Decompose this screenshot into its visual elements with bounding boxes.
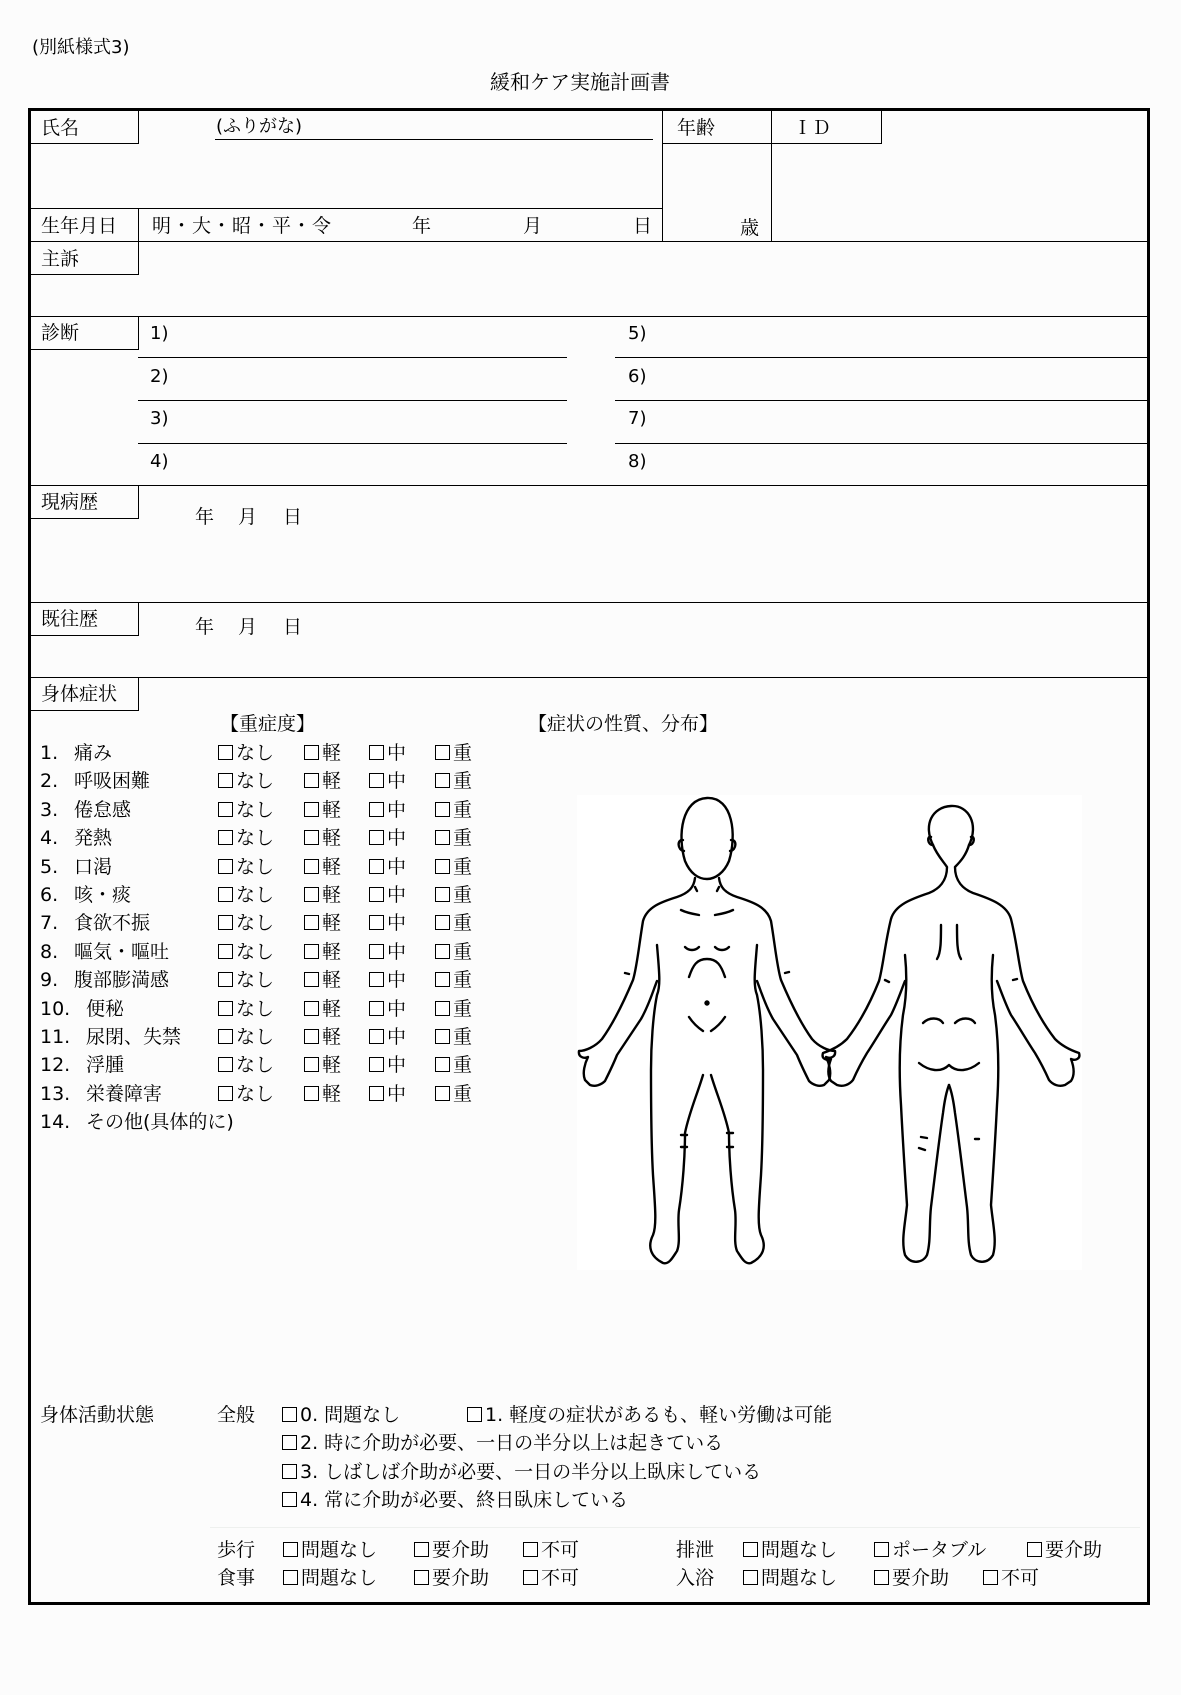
severity-option[interactable]: 重 [435,884,472,906]
eating-option[interactable]: 問題なし [283,1567,377,1589]
severity-option[interactable]: なし [218,912,274,934]
symptom-name: 栄養障害 [86,1082,163,1105]
checkbox[interactable] [369,830,384,845]
severity-option[interactable]: なし [218,856,274,878]
severity-option[interactable]: 中 [369,941,406,963]
symptom-name: その他(具体的に) [86,1111,234,1133]
body-back-icon [823,806,1080,1262]
symptom-num: 12. [40,1054,71,1077]
symptom-name: 呼吸困難 [74,770,151,793]
severity-option[interactable]: 重 [435,856,472,878]
symptom-name: 浮腫 [86,1054,125,1077]
divider [28,677,1148,678]
severity-option[interactable]: 軽 [304,912,341,934]
diagnosis-item-num: 4) [150,451,169,472]
furigana-label: (ふりがな) [216,116,303,137]
checkbox[interactable] [369,887,384,902]
checkbox[interactable] [304,915,319,930]
bathing-option[interactable]: 要介助 [874,1567,949,1589]
divider [210,1527,1140,1528]
checkbox[interactable] [435,915,450,930]
severity-option[interactable]: なし [218,742,274,764]
severity-option[interactable]: なし [218,1054,274,1076]
diagnosis-item-num: 2) [150,366,169,387]
body-diagram[interactable] [577,795,1082,1270]
severity-option[interactable]: 軽 [304,770,341,792]
checkbox[interactable] [283,1542,298,1557]
severity-option[interactable]: 重 [435,998,472,1020]
id-field[interactable] [773,145,1143,239]
checkbox[interactable] [369,1001,384,1016]
chief-complaint-label: 主訴 [41,248,80,270]
excretion-option[interactable]: 要介助 [1027,1539,1102,1561]
diagnosis-item-num: 1) [150,323,169,344]
diagnosis-line [138,400,567,401]
checkbox[interactable] [435,944,450,959]
severity-option[interactable]: 中 [369,1054,406,1076]
divider [28,485,1148,486]
diagnosis-field-6[interactable] [655,362,1140,396]
symptom-num: 7. [40,912,59,935]
symptom-name: 嘔気・嘔吐 [74,940,170,963]
checkbox[interactable] [435,1029,450,1044]
past-history-year: 年 [195,616,215,638]
checkbox[interactable] [283,1570,298,1585]
symptom-name: 痛み [74,742,113,764]
severity-option[interactable]: 軽 [304,1054,341,1076]
general-option-4[interactable]: 4. 常に介助が必要、終日臥床している [282,1489,628,1511]
bathing-label: 入浴 [676,1567,715,1589]
symptom-name: 咳・痰 [74,884,132,906]
severity-option[interactable]: 軽 [304,969,341,991]
severity-option[interactable]: 重 [435,1054,472,1076]
severity-option[interactable]: 軽 [304,1083,341,1105]
other-symptoms-field[interactable] [40,1140,540,1380]
divider [28,208,663,209]
severity-option[interactable]: 軽 [304,884,341,906]
diagnosis-line [615,443,1148,444]
checkbox[interactable] [435,1057,450,1072]
checkbox[interactable] [282,1492,297,1507]
checkbox[interactable] [369,1086,384,1101]
checkbox[interactable] [218,915,233,930]
severity-option[interactable]: 中 [369,912,406,934]
severity-option[interactable]: 中 [369,884,406,906]
symptom-num: 5. [40,855,59,878]
severity-option[interactable]: 重 [435,1026,472,1048]
severity-option[interactable]: 重 [435,770,472,792]
dob-day-unit: 日 [633,215,653,237]
checkbox[interactable] [218,887,233,902]
bathing-option[interactable]: 不可 [983,1567,1039,1589]
checkbox[interactable] [304,859,319,874]
severity-option[interactable]: 重 [435,969,472,991]
checkbox[interactable] [414,1542,429,1557]
checkbox[interactable] [218,859,233,874]
divider [28,241,1148,242]
general-option-2[interactable]: 2. 時に介助が必要、一日の半分以上は起きている [282,1432,723,1454]
diagnosis-line [138,357,567,358]
severity-option[interactable]: なし [218,799,274,821]
checkbox[interactable] [218,802,233,817]
divider [771,108,772,241]
checkbox[interactable] [282,1407,297,1422]
symptom-name: 倦怠感 [74,798,132,821]
symptom-num: 6. [40,884,59,906]
severity-option[interactable]: なし [218,770,274,792]
diagnosis-item-num: 7) [628,408,647,429]
checkbox[interactable] [369,1057,384,1072]
diagnosis-line [138,443,567,444]
severity-option[interactable]: 重 [435,1083,472,1105]
symptom-name: 口渇 [74,855,113,878]
checkbox[interactable] [1027,1542,1042,1557]
severity-option[interactable]: 重 [435,912,472,934]
eating-label: 食事 [217,1567,256,1589]
severity-option[interactable]: 重 [435,799,472,821]
checkbox[interactable] [435,745,450,760]
checkbox[interactable] [304,1029,319,1044]
name-field[interactable] [140,145,660,207]
diagnosis-field-4[interactable] [175,447,560,481]
checkbox[interactable] [218,944,233,959]
past-history-month: 月 [238,616,258,638]
checkbox[interactable] [414,1570,429,1585]
checkbox[interactable] [435,859,450,874]
body-front-back-icon [577,795,1082,1270]
severity-option[interactable]: 中 [369,969,406,991]
severity-option[interactable]: なし [218,1026,274,1048]
severity-option[interactable]: なし [218,884,274,906]
checkbox[interactable] [369,944,384,959]
checkbox[interactable] [304,745,319,760]
symptom-num: 13. [40,1082,71,1105]
checkbox[interactable] [435,1001,450,1016]
checkbox[interactable] [369,972,384,987]
checkbox[interactable] [435,1086,450,1101]
severity-option[interactable]: 中 [369,827,406,849]
checkbox[interactable] [304,1057,319,1072]
checkbox[interactable] [282,1435,297,1450]
severity-option[interactable]: 重 [435,827,472,849]
checkbox[interactable] [435,773,450,788]
checkbox[interactable] [218,745,233,760]
walking-option[interactable]: 要介助 [414,1539,489,1561]
checkbox[interactable] [523,1542,538,1557]
present-illness-field[interactable] [140,535,1140,597]
present-illness-month: 月 [238,506,258,528]
checkbox[interactable] [304,887,319,902]
severity-option[interactable]: 軽 [304,1026,341,1048]
symptom-num: 3. [40,798,59,821]
diagnosis-field-7[interactable] [655,405,1140,439]
eating-option[interactable]: 要介助 [414,1567,489,1589]
general-option-1[interactable]: 1. 軽度の症状があるも、軽い労働は可能 [467,1404,832,1426]
diagnosis-item-num: 3) [150,408,169,429]
present-illness-day: 日 [283,506,303,528]
diagnosis-label: 診断 [41,322,80,344]
symptom-num: 11. [40,1026,71,1048]
checkbox[interactable] [218,1086,233,1101]
checkbox[interactable] [304,1001,319,1016]
excretion-label: 排泄 [676,1539,715,1561]
page-title: 緩和ケア実施計画書 [490,70,670,94]
severity-option[interactable]: 中 [369,742,406,764]
age-unit: 歳 [740,217,760,239]
checkbox[interactable] [218,1057,233,1072]
divider [662,108,663,241]
symptom-num: 9. [40,969,59,992]
general-option-3[interactable]: 3. しばしば介助が必要、一日の半分以上臥床している [282,1461,761,1483]
divider [138,208,139,241]
walking-option[interactable]: 不可 [523,1539,579,1561]
name-label: 氏名 [41,117,80,139]
symptom-num: 8. [40,940,59,963]
severity-option[interactable]: 重 [435,742,472,764]
checkbox[interactable] [304,972,319,987]
diagnosis-field-2[interactable] [175,362,560,396]
dob-label: 生年月日 [41,215,118,237]
eating-option[interactable]: 不可 [523,1567,579,1589]
symptom-name: 便秘 [86,997,125,1020]
body-front-icon [579,798,835,1263]
age-field[interactable] [664,145,764,225]
severity-option[interactable]: なし [218,827,274,849]
checkbox[interactable] [435,830,450,845]
diagnosis-field-1[interactable] [175,320,560,354]
walking-option[interactable]: 問題なし [283,1539,377,1561]
symptom-num: 14. [40,1111,71,1133]
severity-option[interactable]: 中 [369,998,406,1020]
symptom-name: 発熱 [74,827,113,850]
diagnosis-line [615,357,1148,358]
severity-option[interactable]: 中 [369,856,406,878]
age-label: 年齢 [677,117,716,139]
severity-option[interactable]: 軽 [304,799,341,821]
diagnosis-item-num: 8) [628,451,647,472]
symptom-num: 10. [40,997,71,1020]
severity-option[interactable]: 軽 [304,827,341,849]
checkbox[interactable] [218,1001,233,1016]
checkbox[interactable] [874,1570,889,1585]
present-illness-label: 現病歴 [41,491,99,513]
dob-year-unit: 年 [412,215,432,237]
symptom-num: 2. [40,770,59,793]
diagnosis-field-5[interactable] [655,320,1140,354]
symptom-name: 食欲不振 [74,912,151,935]
severity-option[interactable]: 軽 [304,998,341,1020]
furigana-underline [215,139,653,140]
checkbox[interactable] [218,972,233,987]
symptom-num: 1. [40,742,59,764]
distribution-heading: 【症状の性質、分布】 [528,713,719,735]
checkbox[interactable] [369,745,384,760]
severity-option[interactable]: 中 [369,1083,406,1105]
checkbox[interactable] [369,1029,384,1044]
checkbox[interactable] [282,1464,297,1479]
checkbox[interactable] [435,802,450,817]
divider [662,143,882,144]
severity-option[interactable]: 中 [369,799,406,821]
past-history-label: 既往歴 [41,608,99,630]
walking-label: 歩行 [217,1539,256,1561]
past-history-day: 日 [283,616,303,638]
severity-option[interactable]: 軽 [304,941,341,963]
general-label: 全般 [217,1404,256,1426]
severity-heading: 【重症度】 [220,713,316,735]
form-code: (別紙様式3) [32,37,130,58]
diagnosis-item-num: 6) [628,366,647,387]
checkbox[interactable] [435,887,450,902]
symptom-num: 4. [40,827,59,850]
checkbox[interactable] [369,859,384,874]
checkbox[interactable] [467,1407,482,1422]
checkbox[interactable] [369,915,384,930]
excretion-option[interactable]: ポータブル [874,1539,986,1561]
excretion-option[interactable]: 問題なし [743,1539,837,1561]
divider [881,108,882,144]
severity-option[interactable]: 中 [369,1026,406,1048]
checkbox[interactable] [743,1542,758,1557]
diagnosis-field-3[interactable] [175,405,560,439]
symptom-name: 尿閉、失禁 [86,1026,182,1048]
severity-option[interactable]: なし [218,998,274,1020]
divider [28,602,1148,603]
severity-option[interactable]: 軽 [304,742,341,764]
physical-symptoms-label: 身体症状 [41,683,118,705]
severity-option[interactable]: 軽 [304,856,341,878]
activity-label: 身体活動状態 [40,1404,155,1426]
checkbox[interactable] [874,1542,889,1557]
checkbox[interactable] [743,1570,758,1585]
checkbox[interactable] [523,1570,538,1585]
symptom-name: 腹部膨満感 [74,969,170,992]
id-label: ＩＤ [793,117,832,139]
checkbox[interactable] [304,1086,319,1101]
bathing-option[interactable]: 問題なし [743,1567,837,1589]
checkbox[interactable] [218,1029,233,1044]
checkbox[interactable] [304,802,319,817]
checkbox[interactable] [304,944,319,959]
diagnosis-item-num: 5) [628,323,647,344]
severity-option[interactable]: 重 [435,941,472,963]
era-options[interactable]: 明・大・昭・平・令 [152,215,333,237]
severity-option[interactable]: なし [218,1083,274,1105]
checkbox[interactable] [369,773,384,788]
checkbox[interactable] [983,1570,998,1585]
chief-complaint-field[interactable] [140,243,1140,313]
past-history-field[interactable] [140,640,1140,674]
general-option-0[interactable]: 0. 問題なし [282,1404,400,1426]
diagnosis-line [615,400,1148,401]
checkbox[interactable] [218,830,233,845]
checkbox[interactable] [304,830,319,845]
checkbox[interactable] [435,972,450,987]
present-illness-year: 年 [195,506,215,528]
checkbox[interactable] [304,773,319,788]
severity-option[interactable]: なし [218,941,274,963]
divider [28,316,1148,317]
severity-option[interactable]: 中 [369,770,406,792]
checkbox[interactable] [369,802,384,817]
dob-month-unit: 月 [523,215,543,237]
diagnosis-field-8[interactable] [655,447,1140,481]
severity-option[interactable]: なし [218,969,274,991]
checkbox[interactable] [218,773,233,788]
